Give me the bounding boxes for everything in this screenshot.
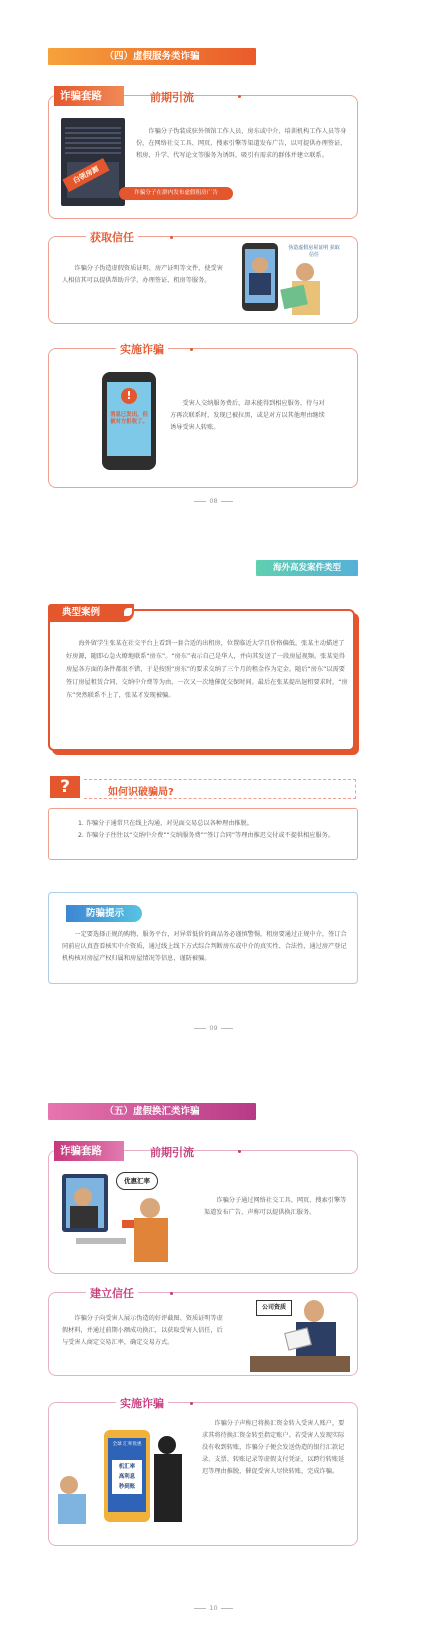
s4-card1-dot xyxy=(238,95,241,98)
exchange-bubble-text: 优惠汇率 xyxy=(124,1177,150,1185)
exchange-scam-illustration xyxy=(58,1420,190,1526)
case-tag-leaf-icon xyxy=(123,607,133,617)
fake-certificate-illustration xyxy=(238,243,344,319)
identify-title: 如何识破骗局? xyxy=(108,787,174,798)
s5-scam-tag-label: 诈骗套路 xyxy=(60,1145,102,1157)
blocked-message xyxy=(110,412,148,426)
fake-cert-label-text: 伪造虚假房屋证明 获取信任 xyxy=(288,245,340,258)
s4-card1-caption-text: 诈骗分子在群内发布虚假租房广告 xyxy=(134,190,218,196)
s5-card2-title: 建立信任 xyxy=(86,1285,138,1301)
scam-phone-line-2: 高利息 xyxy=(118,1474,136,1480)
overseas-badge xyxy=(256,560,358,576)
page-number-08: 08 xyxy=(0,497,427,505)
case-tag-label: 典型案例 xyxy=(62,607,101,618)
s5-card2-dot xyxy=(170,1292,173,1295)
rental-ad-illustration xyxy=(61,118,125,206)
page-number-10: 10 xyxy=(0,1604,427,1612)
s5-scam-tag xyxy=(54,1141,124,1161)
s5-card3-text: 诈骗分子声称已将换汇资金转入受害人账户，要求其将待换汇资金转至指定账户。若受害人发现实际没有收到转账，诈骗分子便会发送伪造的银行汇款记录、支票、转账记录等虚假支付凭证，以跨行转账延迟等理由推脱，催促受害人尽快转账，完成诈骗。 xyxy=(202,1420,345,1475)
overseas-badge-label: 海外高发案件类型 xyxy=(272,563,341,573)
s4-card1-text: 诈骗分子伪装成驻外领馆工作人员、房东或中介、培训机构工作人员等身份，在网络社交工具、网页、搜索引擎等渠道发布广告，以可提供办理签证、租房、升学、代写论文等服务为诱饵，吸引有需求的群体并建立联系。 xyxy=(136,128,347,159)
scam-phone-line-1: 机汇率 xyxy=(118,1464,136,1470)
identify-item-2: 2. 诈骗分子往往以“交纳中介费”“交纳服务费”“签订合同”等理由推迟交付或不提供相应服务。 xyxy=(78,832,335,839)
section-5-title-bar xyxy=(48,1103,256,1120)
prevent-tag xyxy=(66,905,142,922)
scam-phone-top-text: 全球 汇率优惠 xyxy=(112,1442,142,1447)
s5-card3-title: 实施诈骗 xyxy=(116,1395,168,1411)
s5-card3-dot xyxy=(190,1402,193,1405)
blocked-phone-illustration xyxy=(102,372,156,470)
s4-scam-tag-label: 诈骗套路 xyxy=(60,90,102,102)
s5-card2-text: 诈骗分子向受害人展示伪造的好评截图、资质证明等虚假材料，并通过前期小额成功换汇，以获取受害人信任，后与受害人商定交易汇率，确定交易方式。 xyxy=(62,1315,223,1346)
s4-card3-dot xyxy=(190,348,193,351)
identify-item-1: 1. 诈骗分子通常只在线上沟通，对见面交易总以各种理由推脱。 xyxy=(78,820,253,827)
s4-card1-caption xyxy=(119,187,233,200)
section-4-title: （四）虚假服务类诈骗 xyxy=(104,51,200,62)
rental-sign-label: 白领房源 xyxy=(71,164,101,186)
s4-scam-tag xyxy=(54,86,124,106)
page-number-09: 09 xyxy=(0,1024,427,1032)
license-sign-text: 公司资质 xyxy=(261,1304,286,1311)
prevent-tag-label: 防骗提示 xyxy=(86,908,125,919)
warning-icon: ! xyxy=(121,388,137,404)
s4-card2-title: 获取信任 xyxy=(86,229,138,245)
s5-card1-title: 前期引流 xyxy=(150,1146,194,1159)
scam-phone-line-3: 秒到账 xyxy=(118,1484,136,1490)
license-sign xyxy=(256,1300,292,1316)
s4-card3-title: 实施诈骗 xyxy=(116,341,168,357)
exchange-ad-illustration xyxy=(56,1168,186,1266)
case-tag xyxy=(48,604,134,622)
scam-phone-top xyxy=(109,1442,145,1448)
case-text: 海外留学生张某在社交平台上看到一套合适的出租房，位置临近大学且价格偏低，张某主动描述了好房源，随即心急火燎地联系“房东”。“房东”表示自己是华人，并向其发送了一段房屋视频。张某觉得房屋各方面的条件都很不错，于是按照“房东”的要求交纳了三个月的租金作为定金。随后“房东”以需要签订房屋租赁合同、交纳中介费等为由，一次又一次地催促交保时间。最后在张某提出退租要求时，“房东”突然联系不上了，张某才发现被骗。 xyxy=(66,640,348,699)
question-icon: ? xyxy=(50,776,80,798)
blocked-message-text: 消息已发出，但被对方拒收了。 xyxy=(110,412,148,425)
section-5-title: （五）虚假换汇类诈骗 xyxy=(104,1106,200,1117)
exchange-bubble xyxy=(116,1172,158,1190)
s4-card3-text: 受害人交纳服务费后，却未能得到相应服务，待与对方再次联系时，发现已被拉黑，或是对方以其他理由继续诱导受害人转账。 xyxy=(170,400,325,431)
s5-card1-dot xyxy=(238,1150,241,1153)
scam-phone-box xyxy=(112,1460,142,1494)
prevent-text: 一定要选择正规的购物、服务平台，对异常低价的商品务必谨慎警惕，租房要通过正规中介，签订合同前应认真查看核实中介资质，通过线上线下方式综合判断房东或中介的真实性、合法性，通过房产登记机构核对房屋产权归属和房屋情况等信息，谨防被骗。 xyxy=(62,931,347,962)
section-4-title-bar xyxy=(48,48,256,65)
fake-license-illustration xyxy=(250,1296,350,1372)
s4-card2-dot xyxy=(170,236,173,239)
fake-cert-label xyxy=(286,245,342,259)
s4-card1-title: 前期引流 xyxy=(150,91,194,104)
s5-card1-text: 诈骗分子通过网络社交工具、网页、搜索引擎等渠道发布广告，声称可以提供换汇服务。 xyxy=(204,1197,347,1216)
s4-card2-text: 诈骗分子伪造虚假资质证明、房产证明等文件，使受害人相信其可以提供帮助升学、办理签证、租房等服务。 xyxy=(62,265,223,284)
